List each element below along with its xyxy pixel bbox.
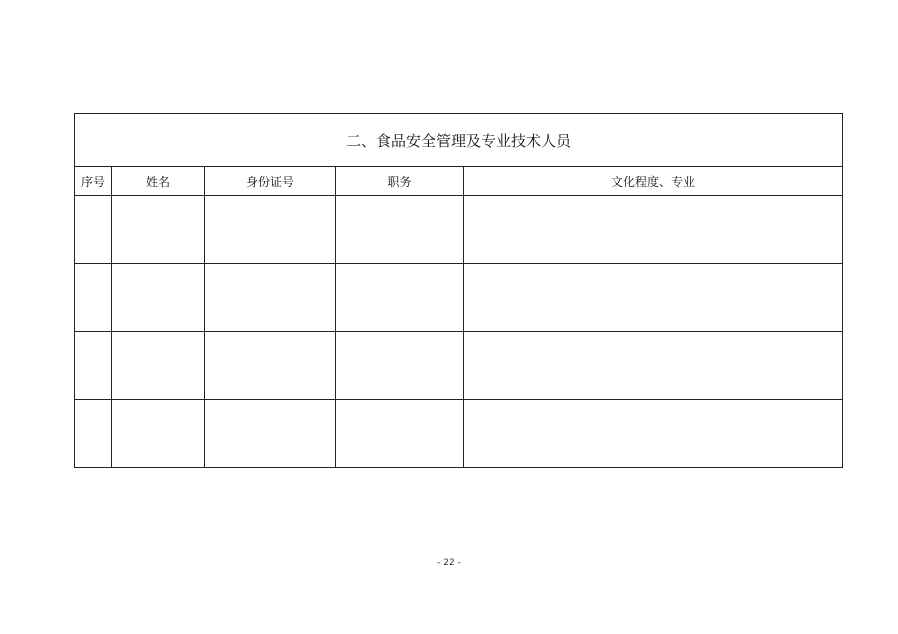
- cell-position[interactable]: [336, 196, 464, 264]
- cell-position[interactable]: [336, 264, 464, 332]
- table-row: [75, 400, 843, 468]
- section-title: 二、食品安全管理及专业技术人员: [75, 114, 843, 167]
- title-row: [75, 114, 843, 167]
- table-row: [75, 332, 843, 400]
- cell-name[interactable]: [112, 400, 205, 468]
- col-header-education-major: 文化程度、专业: [464, 167, 843, 196]
- cell-id-number[interactable]: [205, 196, 336, 264]
- cell-index[interactable]: [75, 332, 112, 400]
- cell-education-major[interactable]: [464, 264, 843, 332]
- cell-education-major[interactable]: [464, 400, 843, 468]
- cell-name[interactable]: [112, 332, 205, 400]
- cell-index[interactable]: [75, 196, 112, 264]
- table-row: [75, 196, 843, 264]
- cell-education-major[interactable]: [464, 196, 843, 264]
- cell-position[interactable]: [336, 400, 464, 468]
- col-header-name: 姓名: [112, 167, 205, 196]
- cell-id-number[interactable]: [205, 264, 336, 332]
- cell-name[interactable]: [112, 196, 205, 264]
- col-header-position: 职务: [336, 167, 464, 196]
- page-number: - 22 -: [437, 558, 461, 568]
- cell-name[interactable]: [112, 264, 205, 332]
- table-row: [75, 264, 843, 332]
- cell-education-major[interactable]: [464, 332, 843, 400]
- col-header-id-number: 身份证号: [205, 167, 336, 196]
- cell-index[interactable]: [75, 400, 112, 468]
- cell-id-number[interactable]: [205, 332, 336, 400]
- cell-id-number[interactable]: [205, 400, 336, 468]
- header-row: [75, 167, 843, 196]
- personnel-form-table: [74, 113, 843, 468]
- cell-position[interactable]: [336, 332, 464, 400]
- cell-index[interactable]: [75, 264, 112, 332]
- col-header-index: 序号: [75, 167, 112, 196]
